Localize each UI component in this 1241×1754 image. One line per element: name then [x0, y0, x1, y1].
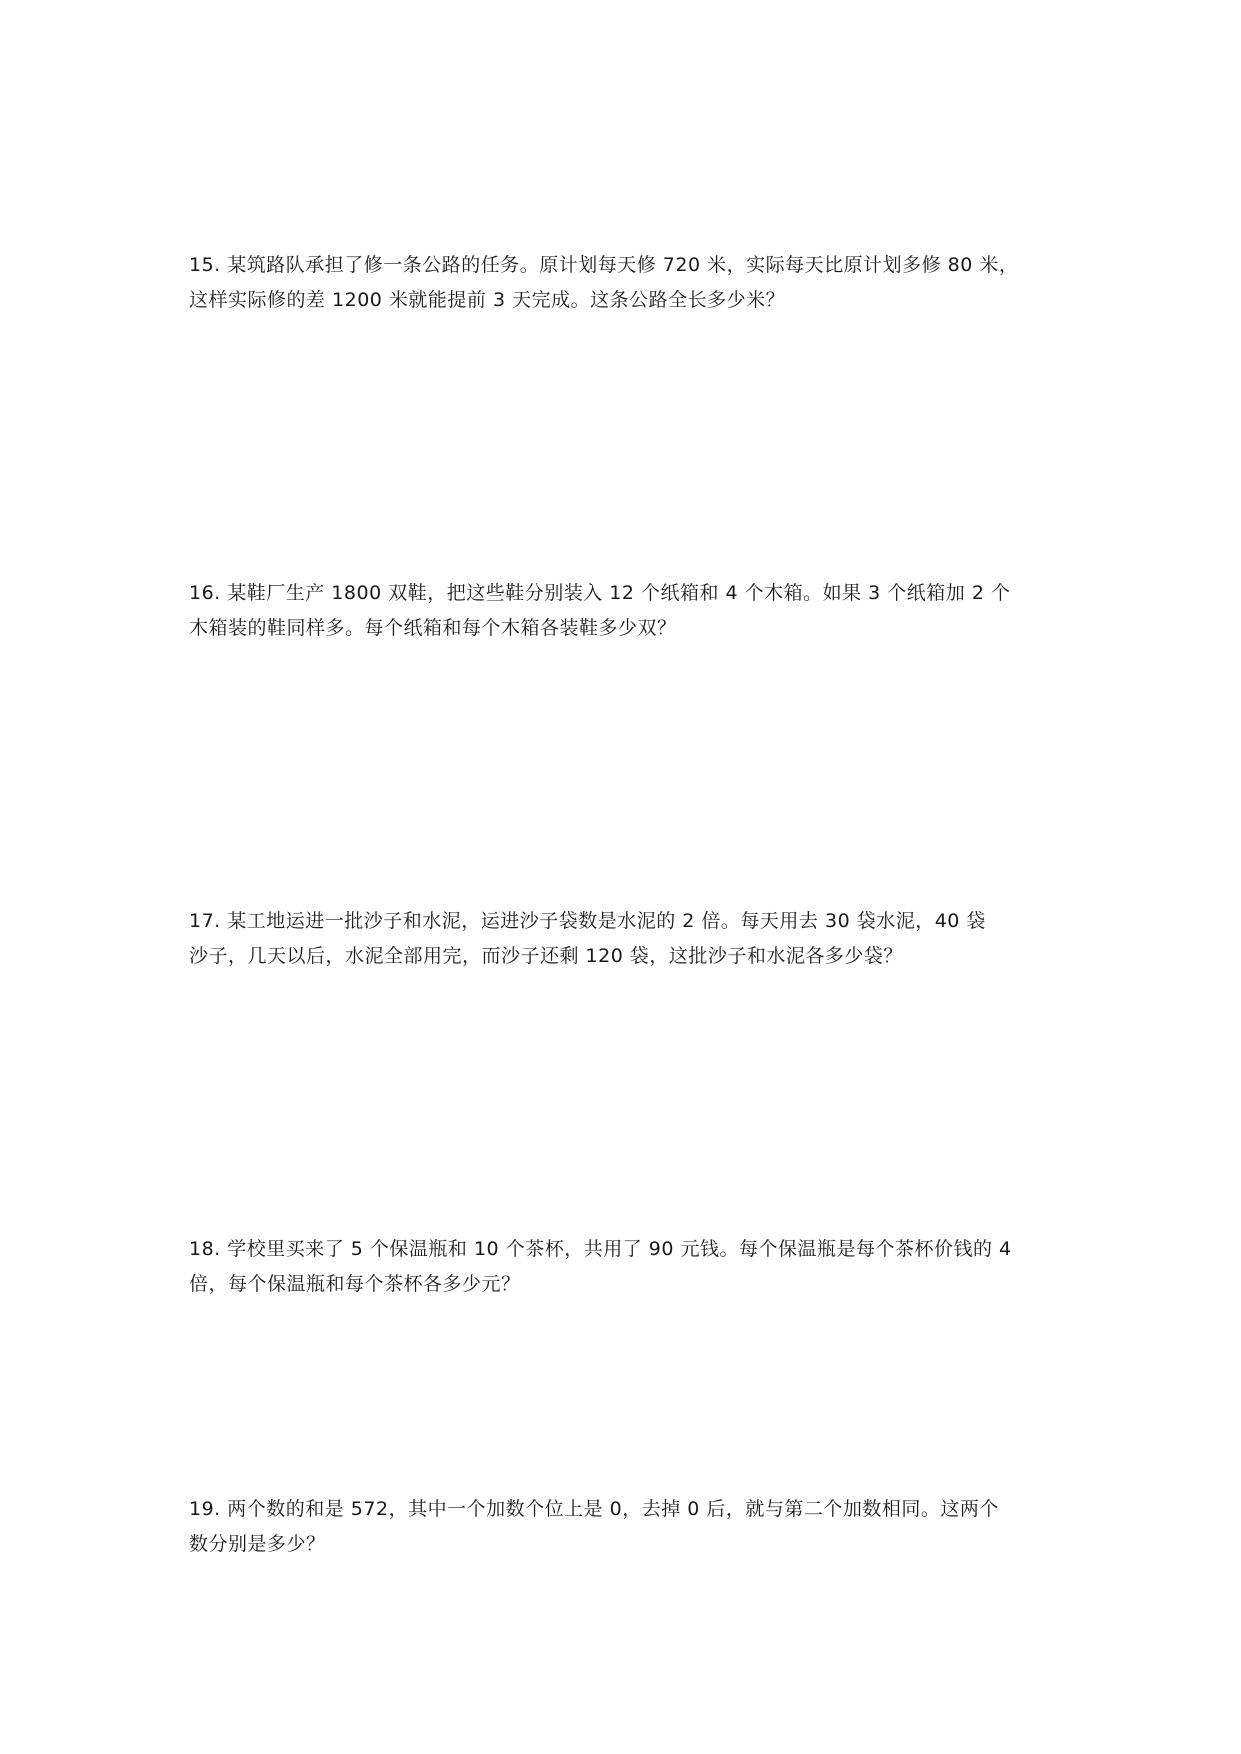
problem-16-line-2: 木箱装的鞋同样多。每个纸箱和每个木箱各装鞋多少双？ [189, 617, 677, 639]
problem-17 [189, 904, 1069, 974]
problem-15-line-1 [189, 248, 1069, 283]
problem-15-line-2: 这样实际修的差 1200 米就能提前 3 天完成。这条公路全长多少米？ [189, 289, 786, 311]
problem-19-text-1: 两个数的和是 572，其中一个加数个位上是 0，去掉 0 后，就与第二个加数相同。这两个 [227, 1498, 999, 1520]
problem-18-line-2: 倍，每个保温瓶和每个茶杯各多少元？ [189, 1273, 521, 1295]
problem-16-text-1: 某鞋厂生产 1800 双鞋，把这些鞋分别装入 12 个纸箱和 4 个木箱。如果 3 个纸箱加 2 个 [227, 582, 1011, 604]
problem-18-text-1: 学校里买来了 5 个保温瓶和 10 个茶杯，共用了 90 元钱。每个保温瓶是每个茶杯价钱的 4 [227, 1238, 1012, 1260]
problem-15-number: 15. [189, 254, 221, 276]
problem-17-line-2: 沙子，几天以后，水泥全部用完，而沙子还剩 120 袋，这批沙子和水泥各多少袋？ [189, 945, 903, 967]
problem-16 [189, 576, 1069, 646]
problem-17-line-1 [189, 904, 1069, 939]
problem-18 [189, 1232, 1069, 1302]
problem-17-text-1: 某工地运进一批沙子和水泥，运进沙子袋数是水泥的 2 倍。每天用去 30 袋水泥，40 袋 [227, 910, 986, 932]
problem-18-number: 18. [189, 1238, 221, 1260]
problem-17-number: 17. [189, 910, 221, 932]
problem-15 [189, 248, 1069, 318]
problem-16-number: 16. [189, 582, 221, 604]
problem-19-number: 19. [189, 1498, 221, 1520]
problem-15-text-1: 某筑路队承担了修一条公路的任务。原计划每天修 720 米，实际每天比原计划多修 80 米， [227, 254, 1019, 276]
problem-19-line-2: 数分别是多少？ [189, 1533, 326, 1555]
problem-19 [189, 1492, 1069, 1562]
problem-18-line-1 [189, 1232, 1069, 1267]
problem-19-line-1 [189, 1492, 1069, 1527]
problem-16-line-1 [189, 576, 1069, 611]
